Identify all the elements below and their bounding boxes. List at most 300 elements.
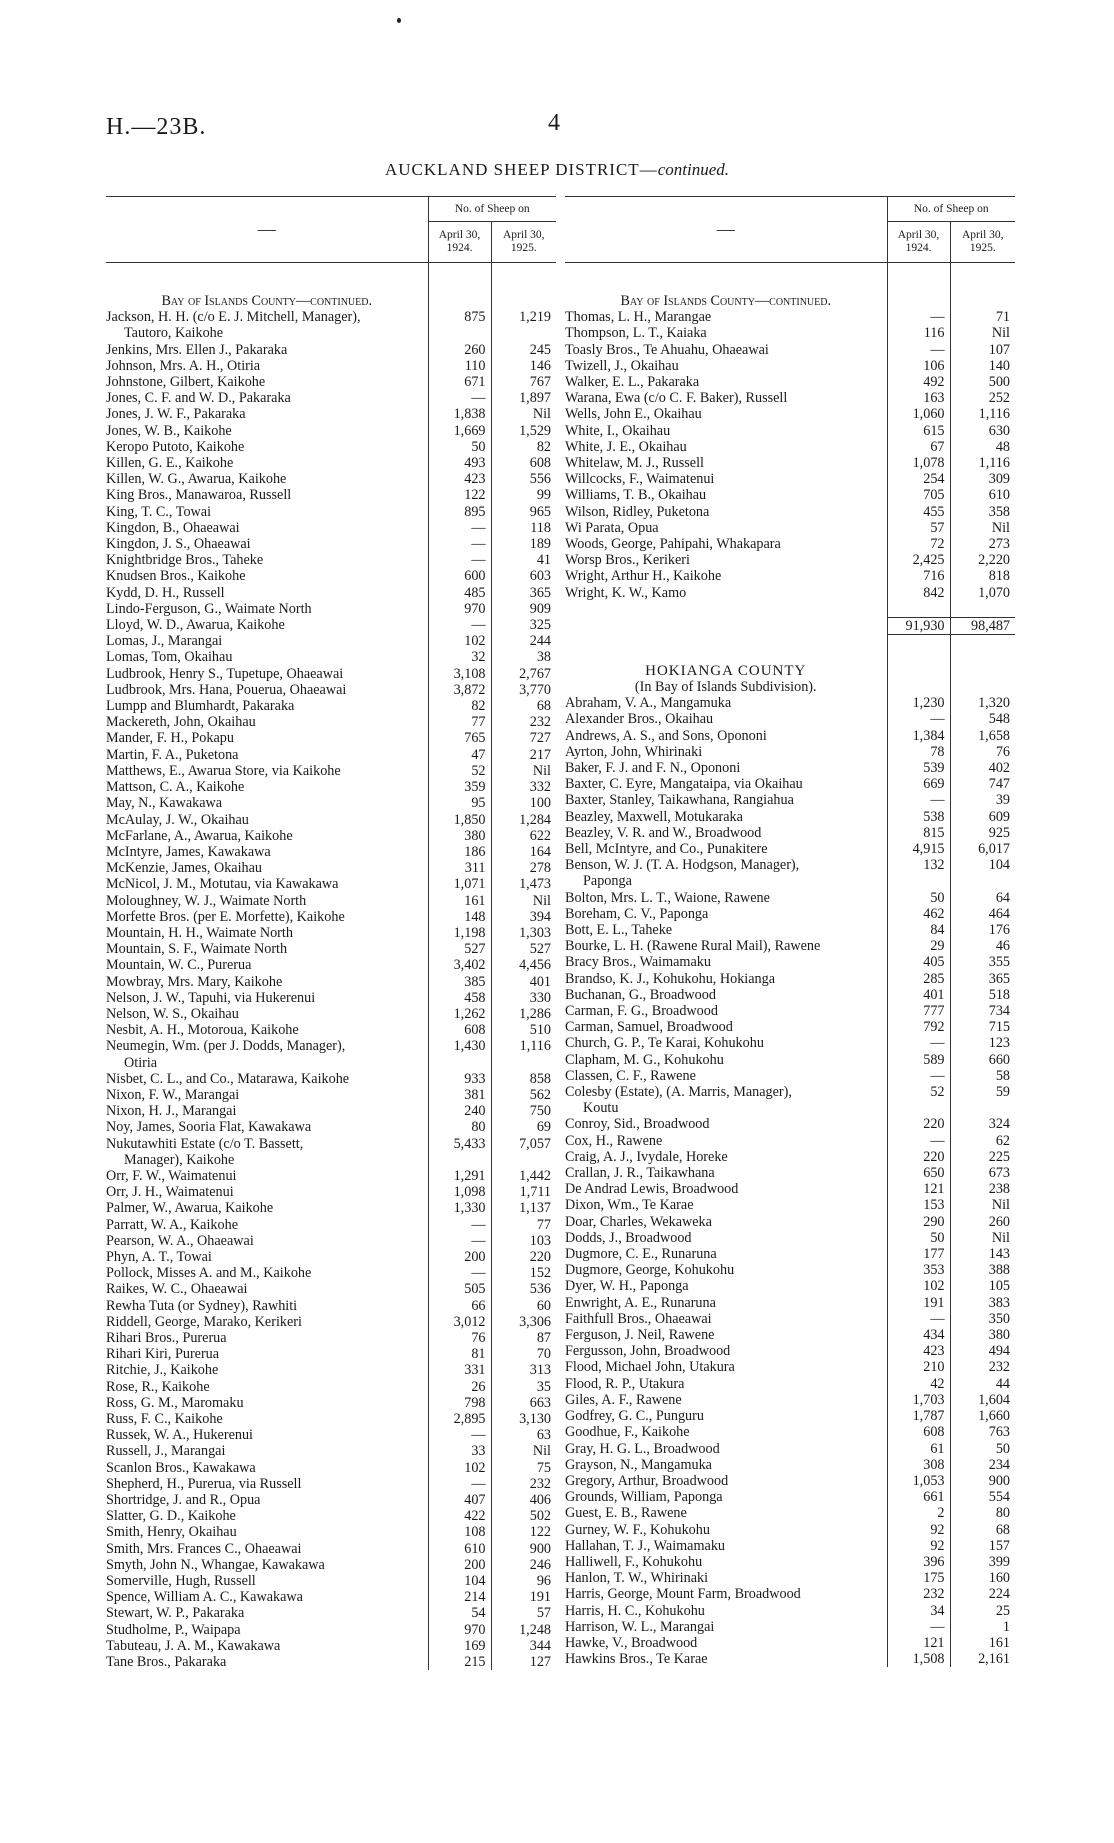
sheep-1925: Nil — [950, 1197, 1015, 1213]
entry-name: Kingdon, B., Ohaeawai — [106, 519, 240, 536]
entry-name: Wright, K. W., Kamo — [565, 584, 687, 601]
table-row — [565, 1489, 1015, 1505]
sheep-1925: 6,017 — [950, 841, 1015, 857]
sheep-1925: 818 — [950, 568, 1015, 584]
table-row — [106, 1346, 556, 1362]
total-1925: 98,487 — [950, 618, 1015, 635]
table-row — [106, 1071, 556, 1087]
sheep-1925: Nil — [491, 763, 556, 779]
sheep-1925: 68 — [950, 1522, 1015, 1538]
sheep-1924: — — [428, 617, 491, 633]
table-row — [565, 1165, 1015, 1181]
table-row — [565, 1359, 1015, 1375]
sheep-1925: 1,658 — [950, 728, 1015, 744]
sheep-1924: 1,330 — [428, 1200, 491, 1216]
entry-name: Russell, J., Marangai — [106, 1443, 226, 1460]
sheep-1925: 127 — [491, 1654, 556, 1670]
sheep-1924: 405 — [887, 954, 950, 970]
sheep-1924: 240 — [428, 1103, 491, 1119]
sheep-1924: 777 — [887, 1003, 950, 1019]
sheep-1925: 2,220 — [950, 552, 1015, 568]
table-row — [106, 309, 556, 325]
table-row — [106, 1443, 556, 1459]
table-row — [106, 633, 556, 649]
entry-name: Smyth, John N., Whangae, Kawakawa — [106, 1556, 325, 1573]
table-row — [565, 728, 1015, 744]
entry-name: Gray, H. G. L., Broadwood — [565, 1440, 720, 1457]
table-row — [565, 1376, 1015, 1392]
right-table-body — [565, 263, 1015, 1668]
entry-name: Moloughney, W. J., Waimate North — [106, 892, 307, 909]
sheep-1925: 900 — [950, 1473, 1015, 1489]
sheep-1925: 96 — [491, 1573, 556, 1589]
entry-name: Harris, George, Mount Farm, Broadwood — [565, 1586, 801, 1603]
sheep-1925: 750 — [491, 1103, 556, 1119]
sheep-1924: 186 — [428, 844, 491, 860]
sheep-1924: 78 — [887, 744, 950, 760]
sheep-1924: 210 — [887, 1359, 950, 1375]
entry-name: Martin, F. A., Puketona — [106, 746, 239, 763]
table-row — [565, 1084, 1015, 1100]
table-row — [106, 1330, 556, 1346]
sheep-1925: 399 — [950, 1554, 1015, 1570]
column-header-1924: April 30, 1924. — [428, 222, 491, 263]
entry-name: McKenzie, James, Okaihau — [106, 860, 263, 877]
sheep-1924: 2,425 — [887, 552, 950, 568]
sheep-1925: 527 — [491, 941, 556, 957]
entry-name: Whitelaw, M. J., Russell — [565, 455, 704, 472]
sheep-1924: 798 — [428, 1395, 491, 1411]
sheep-1925: 161 — [950, 1635, 1015, 1651]
sheep-1924: 163 — [887, 390, 950, 406]
sheep-1925: 44 — [950, 1376, 1015, 1392]
table-row — [106, 795, 556, 811]
sheep-1924: 29 — [887, 938, 950, 954]
table-row — [106, 1006, 556, 1022]
table-row — [565, 987, 1015, 1003]
sheep-1924: 72 — [887, 536, 950, 552]
sheep-1925: 70 — [491, 1346, 556, 1362]
sheep-1924: 661 — [887, 1489, 950, 1505]
sheep-1925: 278 — [491, 860, 556, 876]
entry-name: Tautoro, Kaikohe — [124, 325, 224, 342]
column-header-1924: April 30, 1924. — [887, 222, 950, 263]
table-row — [565, 922, 1015, 938]
table-row — [565, 938, 1015, 954]
table-row — [106, 1541, 556, 1557]
sheep-1925: 225 — [950, 1149, 1015, 1165]
entry-name: McIntyre, James, Kawakawa — [106, 843, 271, 860]
table-row — [565, 487, 1015, 503]
entry-name: Mackereth, John, Okaihau — [106, 714, 256, 731]
sheep-1924: 52 — [428, 763, 491, 779]
entry-name: Johnson, Mrs. A. H., Otiria — [106, 357, 261, 374]
sheep-1924: 33 — [428, 1443, 491, 1459]
sheep-1925: 663 — [491, 1395, 556, 1411]
sheep-1925: 324 — [950, 1116, 1015, 1132]
sheep-1924: 608 — [887, 1424, 950, 1440]
table-row — [106, 779, 556, 795]
sheep-1925: 309 — [950, 471, 1015, 487]
sheep-1925: 60 — [491, 1298, 556, 1314]
sheep-1925: 406 — [491, 1492, 556, 1508]
table-row — [565, 1003, 1015, 1019]
sheep-1925: 75 — [491, 1460, 556, 1476]
sheep-1925: 727 — [491, 730, 556, 746]
entry-name: Tabuteau, J. A. M., Kawakawa — [106, 1637, 281, 1654]
sheep-1924: 102 — [428, 1460, 491, 1476]
table-row — [106, 1589, 556, 1605]
table-row — [106, 504, 556, 520]
sheep-1924: 331 — [428, 1362, 491, 1378]
sheep-1924 — [887, 1100, 950, 1116]
entry-name: Orr, J. H., Waimatenui — [106, 1184, 234, 1201]
table-row — [106, 1217, 556, 1233]
sheep-1924: — — [887, 1068, 950, 1084]
sheep-1924: 600 — [428, 568, 491, 584]
sheep-1925: 965 — [491, 504, 556, 520]
sheep-1924: 121 — [887, 1635, 950, 1651]
table-row — [565, 760, 1015, 776]
entry-name: Hawkins Bros., Te Karae — [565, 1651, 708, 1668]
entry-name: Kydd, D. H., Russell — [106, 584, 225, 601]
sheep-1925: 143 — [950, 1246, 1015, 1262]
sheep-1925: 350 — [950, 1311, 1015, 1327]
table-row — [106, 423, 556, 439]
entry-name: Dugmore, C. E., Runaruna — [565, 1246, 717, 1263]
table-row — [106, 893, 556, 909]
sheep-1925: 365 — [491, 585, 556, 601]
entry-name: Lloyd, W. D., Awarua, Kaikohe — [106, 617, 285, 634]
sheep-1924: 650 — [887, 1165, 950, 1181]
sheep-1924: 353 — [887, 1262, 950, 1278]
table-row — [565, 776, 1015, 792]
entry-name: Lumpp and Blumhardt, Pakaraka — [106, 698, 295, 715]
table-row — [106, 941, 556, 957]
entry-name: Ludbrook, Henry S., Tupetupe, Ohaeawai — [106, 665, 344, 682]
sheep-1924: 671 — [428, 374, 491, 390]
sheep-1924: 493 — [428, 455, 491, 471]
sheep-1924: 1,430 — [428, 1038, 491, 1054]
table-row — [106, 1654, 556, 1670]
entry-name: Flood, R. P., Utakura — [565, 1375, 685, 1392]
table-row — [106, 1492, 556, 1508]
sheep-1924: 455 — [887, 504, 950, 520]
table-row — [565, 1052, 1015, 1068]
sheep-1924: — — [428, 536, 491, 552]
sheep-1925: 59 — [950, 1084, 1015, 1100]
sheep-1925: Nil — [491, 893, 556, 909]
table-row — [106, 406, 556, 422]
table-row — [106, 1038, 556, 1054]
right-column — [565, 196, 1015, 1667]
sheep-1925: 234 — [950, 1457, 1015, 1473]
sheep-1925: 71 — [950, 309, 1015, 325]
sheep-1924: 589 — [887, 1052, 950, 1068]
entry-name: Pollock, Misses A. and M., Kaikohe — [106, 1265, 312, 1282]
table-row — [106, 455, 556, 471]
sheep-1925: 87 — [491, 1330, 556, 1346]
entry-name: Kingdon, J. S., Ohaeawai — [106, 536, 251, 553]
entry-name: Nelson, J. W., Tapuhi, via Hukerenui — [106, 989, 316, 1006]
table-row — [106, 1605, 556, 1621]
total-1924: 91,930 — [887, 618, 950, 635]
sheep-1924: 401 — [887, 987, 950, 1003]
entry-name: Ferguson, J. Neil, Rawene — [565, 1327, 715, 1344]
sheep-1924: 385 — [428, 974, 491, 990]
sheep-1925: 767 — [491, 374, 556, 390]
sheep-1924: 254 — [887, 471, 950, 487]
entry-name: Noy, James, Sooria Flat, Kawakawa — [106, 1119, 312, 1136]
entry-name: Jones, J. W. F., Pakaraka — [106, 406, 246, 423]
sheep-1924: 34 — [887, 1603, 950, 1619]
sheep-1924: 215 — [428, 1654, 491, 1670]
sheep-1924: 102 — [887, 1278, 950, 1294]
sheep-1925: 35 — [491, 1379, 556, 1395]
sheep-1924: 290 — [887, 1214, 950, 1230]
entry-name: Bott, E. L., Taheke — [565, 922, 673, 938]
entry-name: Killen, G. E., Kaikohe — [106, 455, 234, 472]
sheep-1925: 562 — [491, 1087, 556, 1103]
sheep-1925: 3,770 — [491, 682, 556, 698]
sheep-1925: Nil — [491, 1443, 556, 1459]
table-row — [565, 504, 1015, 520]
table-row — [565, 520, 1015, 536]
table-row — [106, 1152, 556, 1168]
sheep-1924 — [428, 325, 491, 341]
sheep-1925: 160 — [950, 1570, 1015, 1586]
entry-name: Craig, A. J., Ivydale, Horeke — [565, 1148, 728, 1165]
sheep-1924: 539 — [887, 760, 950, 776]
table-row — [565, 1424, 1015, 1440]
sheep-1925: 1,286 — [491, 1006, 556, 1022]
table-row — [106, 1281, 556, 1297]
entry-name: McAulay, J. W., Okaihau — [106, 811, 249, 828]
total-row — [565, 618, 1015, 635]
entry-name: Hanlon, T. W., Whirinaki — [565, 1570, 709, 1587]
entry-name: Bell, McIntyre, and Co., Punakitere — [565, 840, 768, 857]
sheep-1924: 32 — [428, 649, 491, 665]
table-row — [565, 711, 1015, 727]
table-row — [565, 1473, 1015, 1489]
table-row — [565, 1278, 1015, 1294]
table-row — [565, 1116, 1015, 1132]
sheep-1924: 95 — [428, 795, 491, 811]
sheep-1924: 3,872 — [428, 682, 491, 698]
entry-name: Hawke, V., Broadwood — [565, 1634, 698, 1651]
sheep-1925: 734 — [950, 1003, 1015, 1019]
table-row — [565, 1246, 1015, 1262]
title-suffix: continued. — [657, 160, 729, 179]
sheep-1924: 492 — [887, 374, 950, 390]
sheep-1924: 214 — [428, 1589, 491, 1605]
table-row — [565, 552, 1015, 568]
sheep-1924: 102 — [428, 633, 491, 649]
entry-name: Shepherd, H., Purerua, via Russell — [106, 1475, 302, 1492]
sheep-1925: 232 — [491, 1476, 556, 1492]
table-row — [106, 714, 556, 730]
entry-name: Baxter, Stanley, Taikawhana, Rangiahua — [565, 792, 794, 809]
table-row — [106, 1233, 556, 1249]
sheep-1924: 177 — [887, 1246, 950, 1262]
sheep-1925: 909 — [491, 601, 556, 617]
entry-name: Church, G. P., Te Karai, Kohukohu — [565, 1035, 764, 1052]
sheep-1925: 2,161 — [950, 1651, 1015, 1667]
entry-name: Nukutawhiti Estate (c/o T. Bassett, — [106, 1135, 304, 1152]
entry-name: Crallan, J. R., Taikawhana — [565, 1165, 715, 1182]
sheep-1924: 1,262 — [428, 1006, 491, 1022]
sheep-1925: 622 — [491, 828, 556, 844]
sheep-1924: 50 — [887, 890, 950, 906]
sheep-1924: 132 — [887, 857, 950, 873]
table-row — [106, 568, 556, 584]
sheep-1925: 510 — [491, 1022, 556, 1038]
sheep-1925: 1,248 — [491, 1622, 556, 1638]
entry-name: White, J. E., Okaihau — [565, 438, 687, 455]
sheep-1925: 747 — [950, 776, 1015, 792]
sheep-1924: 232 — [887, 1586, 950, 1602]
sheep-1925: 80 — [950, 1505, 1015, 1521]
table-row — [565, 1230, 1015, 1246]
sheep-1925: 238 — [950, 1181, 1015, 1197]
sheep-1924: 5,433 — [428, 1136, 491, 1152]
sheep-1925: 220 — [491, 1249, 556, 1265]
sheep-1925: 394 — [491, 909, 556, 925]
sheep-1924: 47 — [428, 747, 491, 763]
sheep-1925: 925 — [950, 825, 1015, 841]
table-row — [106, 1508, 556, 1524]
table-row — [565, 1197, 1015, 1213]
sheep-1925: 2,767 — [491, 666, 556, 682]
sheep-1925: 104 — [950, 857, 1015, 873]
entry-name: Gregory, Arthur, Broadwood — [565, 1472, 729, 1489]
sheep-1924: 608 — [428, 1022, 491, 1038]
sheep-1925: 500 — [950, 374, 1015, 390]
table-row — [565, 792, 1015, 808]
entry-name: Woods, George, Pahipahi, Whakapara — [565, 536, 781, 553]
sheep-1925: 548 — [950, 711, 1015, 727]
entry-name: Benson, W. J. (T. A. Hodgson, Manager), — [565, 857, 800, 874]
table-row — [565, 1035, 1015, 1051]
sheep-1925 — [491, 1152, 556, 1168]
sheep-1924: 66 — [428, 1298, 491, 1314]
table-row — [106, 1362, 556, 1378]
sheep-1924: 1,198 — [428, 925, 491, 941]
entry-name: Mountain, H. H., Waimate North — [106, 924, 293, 941]
entry-name: Smith, Mrs. Frances C., Ohaeawai — [106, 1540, 302, 1557]
sheep-1924: 875 — [428, 309, 491, 325]
entry-name: Shortridge, J. and R., Opua — [106, 1492, 261, 1509]
entry-name: Knightbridge Bros., Taheke — [106, 552, 264, 569]
table-row — [565, 1311, 1015, 1327]
table-row — [106, 1168, 556, 1184]
sheep-1925 — [950, 1100, 1015, 1116]
sheep-1925: 246 — [491, 1557, 556, 1573]
sheep-1925: 252 — [950, 390, 1015, 406]
entry-name: Baxter, C. Eyre, Mangataipa, via Okaihau — [565, 776, 803, 793]
sheep-1925: 464 — [950, 906, 1015, 922]
entry-name: Mowbray, Mrs. Mary, Kaikohe — [106, 973, 283, 990]
entry-name: Riddell, George, Marako, Kerikeri — [106, 1313, 302, 1330]
table-row — [565, 568, 1015, 584]
sheep-1924: 423 — [428, 471, 491, 487]
ink-speck — [397, 18, 401, 23]
sheep-1924: 2 — [887, 1505, 950, 1521]
entry-name: Bourke, L. H. (Rawene Rural Mail), Rawene — [565, 938, 821, 955]
table-row — [106, 828, 556, 844]
entry-name: Ayrton, John, Whirinaki — [565, 743, 703, 760]
sheep-1924: — — [428, 1427, 491, 1443]
sheep-1925: 332 — [491, 779, 556, 795]
sheep-1924: 61 — [887, 1441, 950, 1457]
entry-name: Palmer, W., Awarua, Kaikohe — [106, 1200, 274, 1217]
sheep-1925: 41 — [491, 552, 556, 568]
section-title: Bay of Islands County—continued. — [161, 293, 373, 309]
table-row — [106, 520, 556, 536]
sheep-1925: 189 — [491, 536, 556, 552]
sheep-1924: 505 — [428, 1281, 491, 1297]
table-row — [106, 1265, 556, 1281]
sheep-1925: 77 — [491, 1217, 556, 1233]
sheep-1924: 434 — [887, 1327, 950, 1343]
table-row — [106, 1022, 556, 1038]
sheep-1924: 462 — [887, 906, 950, 922]
sheep-1925 — [950, 873, 1015, 889]
entry-name: King, T. C., Towai — [106, 503, 212, 520]
entry-name: Koutu — [583, 1100, 619, 1117]
table-row — [565, 954, 1015, 970]
entry-name: Jones, W. B., Kaikohe — [106, 422, 232, 439]
table-row — [565, 1327, 1015, 1343]
sheep-1925: 122 — [491, 1524, 556, 1540]
table-row — [106, 487, 556, 503]
sheep-1924: 161 — [428, 893, 491, 909]
table-row — [106, 1136, 556, 1152]
column-header-name: — — [565, 197, 887, 263]
entry-name: Rose, R., Kaikohe — [106, 1378, 210, 1395]
sheep-1924: 54 — [428, 1605, 491, 1621]
sheep-1925: 57 — [491, 1605, 556, 1621]
table-row — [565, 1538, 1015, 1554]
entry-name: Brandso, K. J., Kohukohu, Hokianga — [565, 970, 776, 987]
entry-name: Andrews, A. S., and Sons, Opononi — [565, 727, 767, 744]
table-row — [565, 1603, 1015, 1619]
sheep-1924: 3,402 — [428, 957, 491, 973]
table-row — [565, 873, 1015, 889]
sheep-1925: 715 — [950, 1019, 1015, 1035]
sheep-1925: 630 — [950, 423, 1015, 439]
sheep-1925: 46 — [950, 938, 1015, 954]
table-row — [106, 1200, 556, 1216]
entry-name: Beazley, V. R. and W., Broadwood — [565, 824, 762, 841]
sheep-1924: — — [887, 309, 950, 325]
entry-name: Flood, Michael John, Utakura — [565, 1359, 735, 1376]
entry-name: Alexander Bros., Okaihau — [565, 711, 714, 728]
sheep-1924: 1,838 — [428, 406, 491, 422]
entry-name: Godfrey, G. C., Punguru — [565, 1408, 704, 1425]
table-row — [106, 585, 556, 601]
sheep-1925: 518 — [950, 987, 1015, 1003]
entry-name: Jackson, H. H. (c/o E. J. Mitchell, Manager), — [106, 309, 361, 326]
entry-name: Neumegin, Wm. (per J. Dodds, Manager), — [106, 1038, 346, 1055]
table-row — [106, 1524, 556, 1540]
table-row — [565, 1019, 1015, 1035]
sheep-1925: 1,303 — [491, 925, 556, 941]
sheep-1924: 1,060 — [887, 406, 950, 422]
entry-name: Wilson, Ridley, Puketona — [565, 503, 710, 520]
sheep-1924: — — [887, 1133, 950, 1149]
table-row — [106, 1298, 556, 1314]
